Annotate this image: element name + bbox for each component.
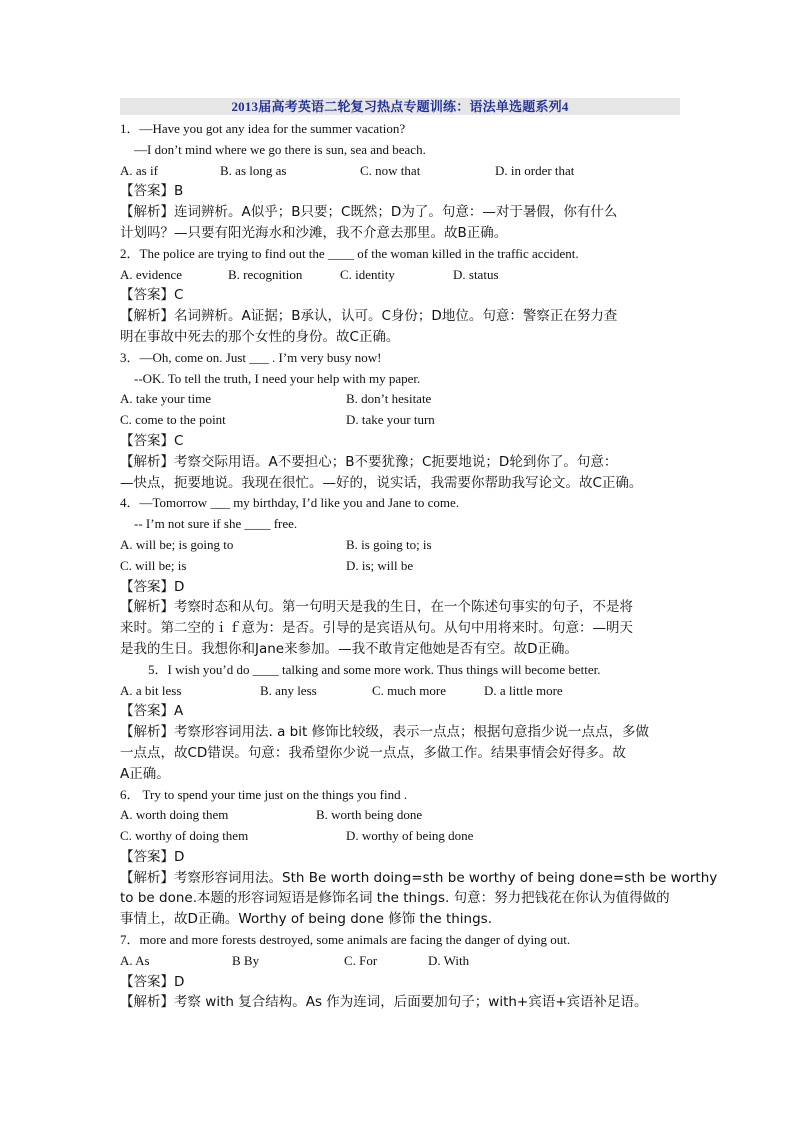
analysis-line: 一点点，故CD错误。句意：我希望你少说一点点，多做工作。结果事情会好得多。故: [120, 744, 626, 761]
answer: 【答案】C: [120, 287, 184, 304]
analysis-line: 【解析】考察交际用语。A不要担心；B不要犹豫；C扼要地说；D轮到你了。句意：: [120, 453, 618, 470]
question-stem: 3．—Oh, come on. Just ___ . I’m very busy now!: [120, 349, 382, 365]
answer: 【答案】D: [120, 578, 185, 595]
option-a: A. take your time: [120, 391, 211, 407]
question-5: [120, 660, 680, 785]
option-b: B. recognition: [228, 266, 303, 282]
question-options: [120, 535, 680, 556]
question-stem-reply: --OK. To tell the truth, I need your help with my paper.: [134, 370, 421, 386]
option-d: D. worthy of being done: [346, 828, 474, 844]
option-a: A. as if: [120, 162, 158, 178]
option-d: D. is; will be: [346, 557, 414, 573]
analysis-line: 来时。第二空的ｉｆ意为：是否。引导的是宾语从句。从句中用将来时。句意：—明天: [120, 620, 633, 637]
analysis-line: A正确。: [120, 765, 170, 782]
answer: 【答案】D: [120, 973, 185, 990]
question-stem: 6． Try to spend your time just on the things you find .: [120, 786, 408, 802]
analysis-line: 是我的生日。我想你和Jane来参加。—我不敢肯定他她是否有空。故D正确。: [120, 640, 579, 657]
answer: 【答案】A: [120, 703, 184, 720]
document-page: [120, 98, 718, 1013]
question-4: [120, 493, 680, 659]
option-c: C. identity: [340, 266, 395, 282]
question-options: [120, 951, 680, 972]
option-d: D. in order that: [495, 162, 575, 178]
option-d: D. status: [453, 266, 499, 282]
question-stem: 7．more and more forests destroyed, some animals are facing the danger of dying out.: [120, 932, 571, 948]
answer: 【答案】B: [120, 183, 184, 200]
question-7: [120, 930, 680, 1013]
option-d: D. take your turn: [346, 412, 435, 428]
option-b: B. worth being done: [316, 807, 423, 823]
option-d: D. a little more: [484, 682, 563, 698]
analysis-line: 明在事故中死去的那个女性的身份。故C正确。: [120, 328, 400, 345]
question-1: [120, 119, 680, 244]
option-d: D. With: [428, 952, 470, 968]
question-2: [120, 244, 680, 348]
option-c: C. For: [344, 952, 378, 968]
analysis-line: 事情上，故D正确。Worthy of being done 修饰 the things.: [120, 911, 493, 928]
question-options: [120, 389, 680, 410]
analysis-line: 【解析】连词辨析。A似乎；B只要；C既然；D为了。句意：—对于暑假，你有什么: [120, 204, 618, 221]
question-stem: 1．—Have you got any idea for the summer vacation?: [120, 121, 406, 136]
question-stem-reply: —I don’t mind where we go there is sun, sea and beach.: [134, 141, 426, 157]
question-options: [120, 826, 680, 847]
option-a: A. worth doing them: [120, 807, 229, 823]
question-options: [120, 805, 680, 826]
option-c: C. worthy of doing them: [120, 828, 249, 844]
analysis-line: 【解析】名词辨析。A证据；B承认，认可。C身份；D地位。句意：警察正在努力查: [120, 308, 618, 325]
option-a: A. As: [120, 952, 150, 968]
analysis-line: 【解析】考察形容词用法。Sth Be worth doing=sth be worthy of being done=sth be worthy: [120, 869, 718, 886]
analysis-line: 【解析】考察形容词用法. a bit 修饰比较级，表示一点点；根据句意指少说一点点，多做: [120, 724, 650, 741]
question-options: [120, 681, 680, 702]
question-options: [120, 265, 680, 286]
analysis-line: 【解析】考察 with 复合结构。As 作为连词，后面要加句子；with+宾语+宾语补足语。: [120, 994, 648, 1011]
option-c: C. much more: [372, 682, 447, 698]
analysis-line: 计划吗？—只要有阳光海水和沙滩，我不介意去那里。故B正确。: [120, 224, 508, 241]
question-3: [120, 348, 680, 494]
question-options: [120, 161, 680, 182]
question-stem-reply: -- I’m not sure if she ____ free.: [134, 516, 298, 532]
question-options: [120, 410, 680, 431]
option-c: C. will be; is: [120, 557, 187, 573]
option-c: C. now that: [360, 162, 421, 178]
option-b: B. is going to; is: [346, 536, 432, 552]
option-a: A. a bit less: [120, 682, 182, 698]
analysis-line: 【解析】考察时态和从句。第一句明天是我的生日，在一个陈述句事实的句子，不是将: [120, 599, 633, 616]
option-b: B. any less: [260, 682, 317, 698]
analysis-line: —快点，扼要地说。我现在很忙。—好的，说实话，我需要你帮助我写论文。故C正确。: [120, 474, 643, 491]
question-options: [120, 556, 680, 577]
option-c: C. come to the point: [120, 412, 226, 428]
document-title: 2013届高考英语二轮复习热点专题训练：语法单选题系列4: [120, 98, 680, 115]
option-b: B By: [232, 952, 260, 968]
answer: 【答案】C: [120, 432, 184, 449]
question-stem: 2．The police are trying to find out the ____ of the woman killed in the traffic accident.: [120, 245, 579, 261]
option-a: A. evidence: [120, 266, 183, 282]
answer: 【答案】D: [120, 848, 185, 865]
question-6: [120, 785, 718, 931]
option-b: B. don’t hesitate: [346, 391, 432, 407]
question-stem: 4．—Tomorrow ___ my birthday, I’d like you and Jane to come.: [120, 495, 460, 511]
question-stem: 5．I wish you’d do ____ talking and some more work. Thus things will become better.: [148, 661, 601, 677]
option-a: A. will be; is going to: [120, 536, 234, 552]
analysis-line: to be done.本题的形容词短语是修饰名词 the things. 句意：努力把钱花在你认为值得做的: [120, 890, 670, 907]
option-b: B. as long as: [220, 162, 287, 178]
